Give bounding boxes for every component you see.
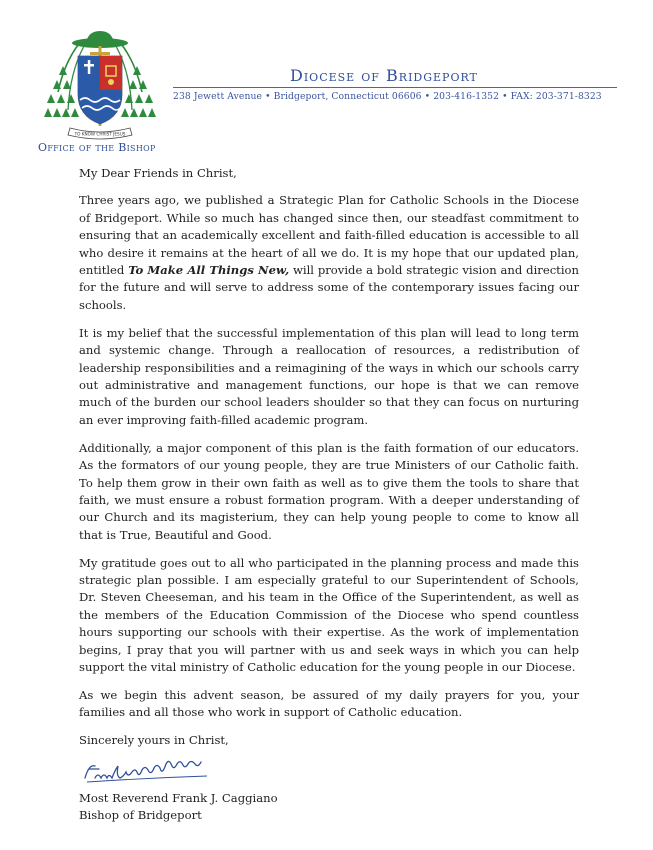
salutation: My Dear Friends in Christ, (79, 166, 237, 180)
signer-name: Most Reverend Frank J. Caggiano (79, 790, 278, 805)
coat-of-arms-icon (40, 28, 160, 146)
paragraph-4: My gratitude goes out to all who participated in the planning process and made this strategic plan possible. I am especially grateful to our Superintendent of Schools, Dr. Steven Cheeseman, and his team in the Office of the Superintendent, as well as the members of the Education Commission of the Diocese who spend countless hours supporting our schools with their expertise. As the work of implementation begins, I pray that you will partner with us and seek ways in which you can help support the vital ministry of Catholic education for the young people in our Diocese. (79, 555, 579, 675)
letter-body (79, 165, 579, 824)
letterhead (0, 0, 653, 170)
signature-icon (81, 758, 231, 786)
paragraph-1-text-b: will provide a bold strategic vision and direction for the future and will serve to address some of the contemporary issues facing our schools. (79, 263, 579, 312)
paragraph-5: As we begin this advent season, be assured of my daily prayers for you, your families and all those who work in support of Catholic education. (79, 687, 579, 720)
crest-motto: TO KNOW CHRIST JESUS (74, 131, 126, 137)
diocese-address: 238 Jewett Avenue • Bridgeport, Connecticut 06606 • 203-416-1352 • FAX: 203-371-8323 (173, 91, 602, 102)
plan-title: To Make All Things New, (128, 263, 290, 278)
letterhead-rule (173, 87, 617, 88)
diocese-name: Diocese of Bridgeport (290, 66, 478, 85)
office-label: Office of the Bishop (38, 141, 156, 154)
paragraph-3: Additionally, a major component of this plan is the faith formation of our educators. As the formators of our young people, they are true Ministers of our Catholic faith. To help them grow in their own faith as well as to give them the tools to share that faith, we must ensure a robust formation program. With a deeper understanding of our Church and its magisterium, they can help young people to come to know all that is True, Beautiful and Good. (79, 440, 579, 542)
paragraph-2: It is my belief that the successful implementation of this plan will lead to long term and systemic change. Through a reallocation of resources, a redistribution of leadership responsibilities and a reimagining of the ways in which our schools carry out administrative and management functions, our hope is that we can remove much of the burden our school leaders shoulder so that they can focus on nurturing an ever improving faith-filled academic program. (79, 325, 579, 427)
paragraph-1-text-a: Three years ago, we published a Strategic Plan for Catholic Schools in the Diocese of Bridgeport. While so much has changed since then, our steadfast commitment to ensuring that an academically excellent and faith-filled education is accessible to all who desire it remains at the heart of all we do. It is my hope that our updated plan, entitled (79, 193, 579, 278)
closing: Sincerely yours in Christ, (79, 733, 229, 748)
paragraph-1 (79, 192, 579, 314)
signer-title: Bishop of Bridgeport (79, 807, 202, 822)
